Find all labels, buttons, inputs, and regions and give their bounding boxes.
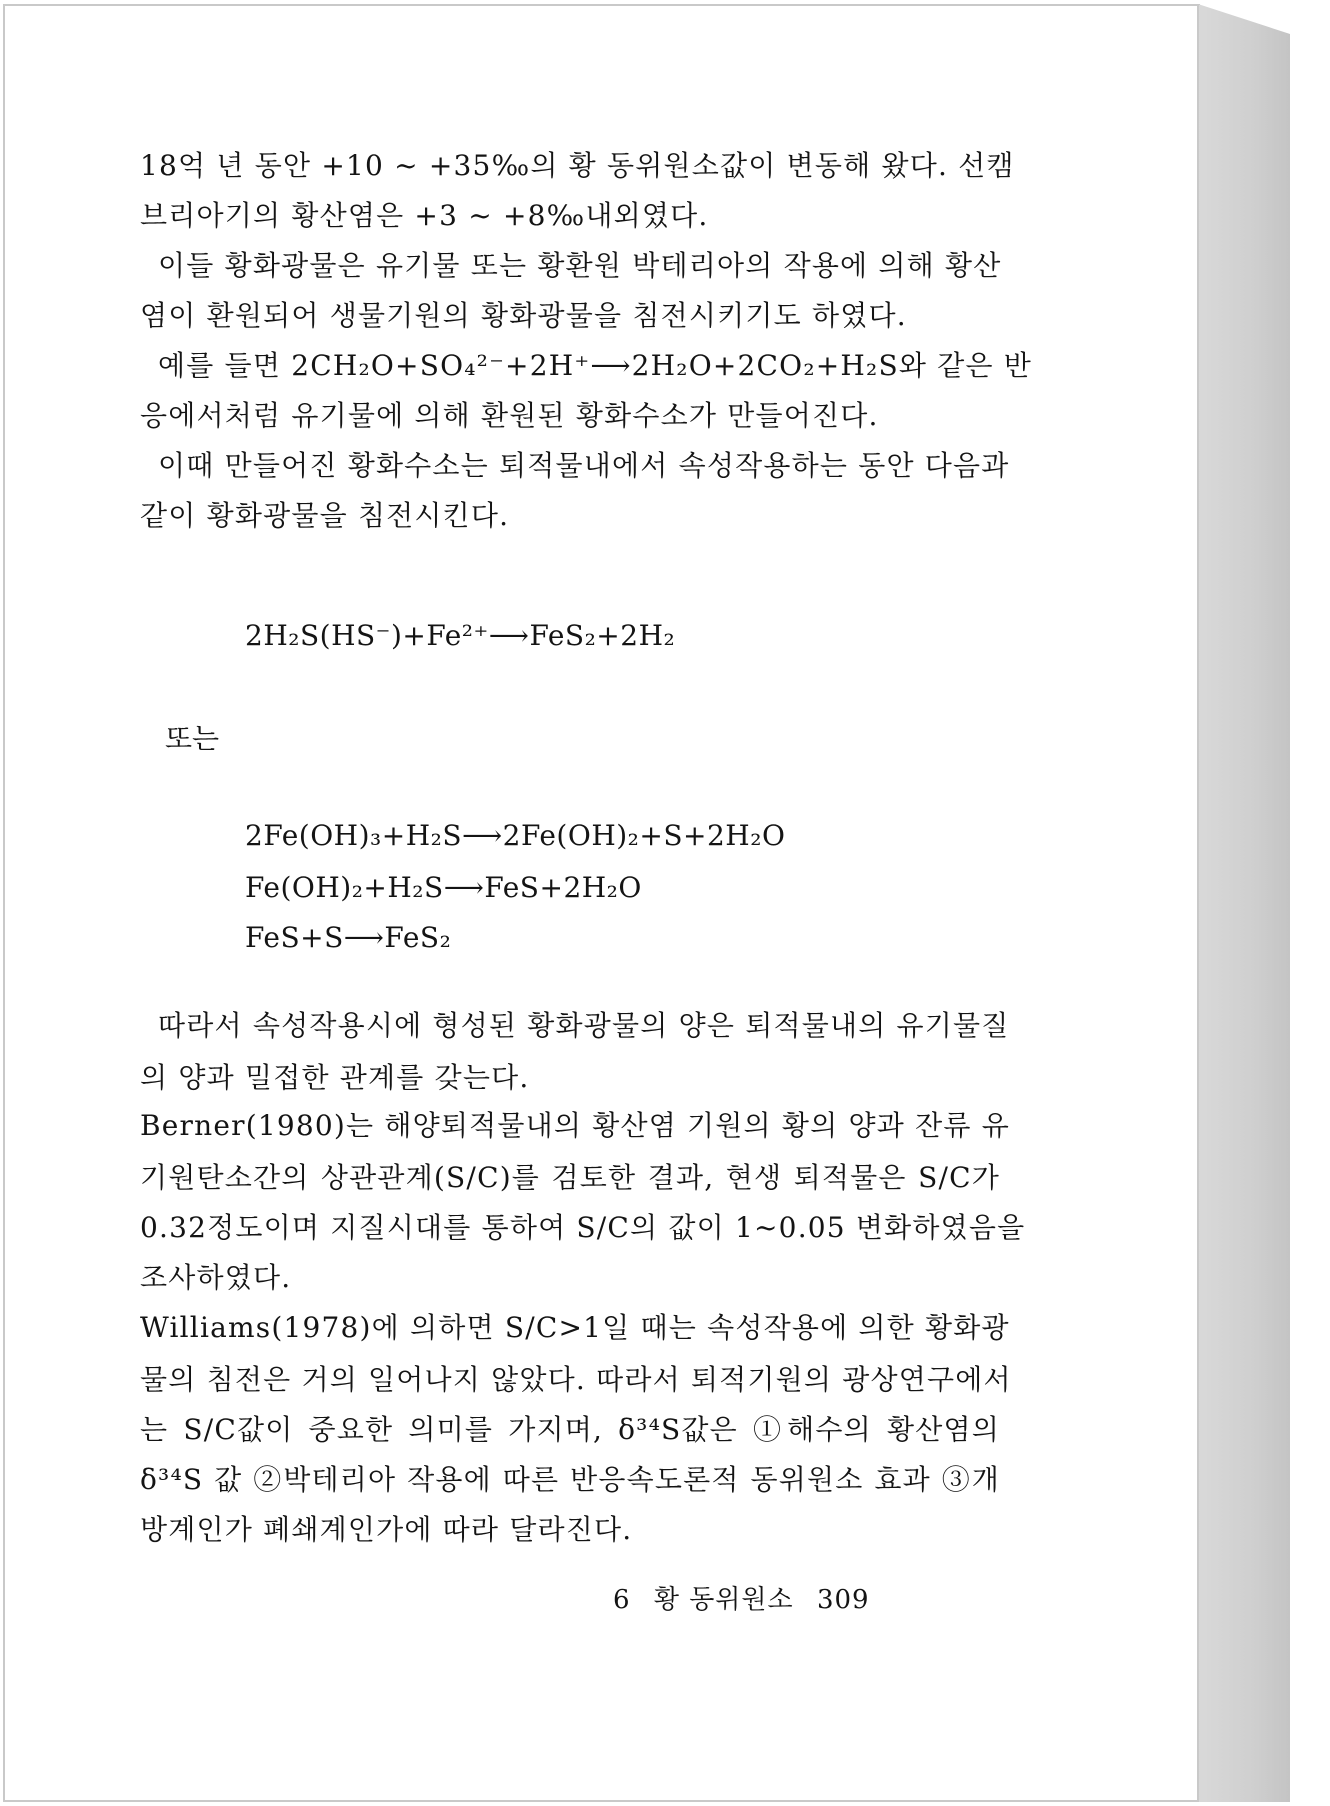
text-line: 예를 들면 2CH₂O+SO₄²⁻+2H⁺⟶2H₂O+2CO₂+H₂S와 같은 반: [158, 349, 1033, 382]
text-line: 따라서 속성작용시에 형성된 황화광물의 양은 퇴적물내의 유기물질: [158, 1009, 1010, 1042]
text-line: 방계인가 폐쇄계인가에 따라 달라진다.: [140, 1513, 633, 1546]
text-line: 염이 환원되어 생물기원의 황화광물을 침전시키기도 하였다.: [140, 299, 907, 332]
equation: Fe(OH)₂+H₂S⟶FeS+2H₂O: [245, 871, 642, 904]
text-line: 이때 만들어진 황화수소는 퇴적물내에서 속성작용하는 동안 다음과: [158, 449, 1010, 482]
text-line: 조사하였다.: [140, 1261, 292, 1294]
text-line: 브리아기의 황산염은 +3 ~ +8‰내외였다.: [140, 199, 709, 232]
equation: FeS+S⟶FeS₂: [245, 921, 452, 954]
text-line: 의 양과 밀접한 관계를 갖는다.: [140, 1061, 530, 1094]
text-line: 기원탄소간의 상관관계(S/C)를 검토한 결과, 현생 퇴적물은 S/C가: [140, 1161, 1000, 1194]
text-line: 18억 년 동안 +10 ~ +35‰의 황 동위원소값이 변동해 왔다. 선캠: [140, 149, 1015, 182]
equation: 2H₂S(HS⁻)+Fe²⁺⟶FeS₂+2H₂: [245, 619, 676, 652]
text-line: 같이 황화광물을 침전시킨다.: [140, 499, 510, 532]
text-line: δ³⁴S 값 ②박테리아 작용에 따른 반응속도론적 동위원소 효과 ③개: [140, 1463, 1000, 1496]
chapter-title: 황 동위원소: [653, 1585, 794, 1615]
text-line: Williams(1978)에 의하면 S/C>1일 때는 속성작용에 의한 황화광: [140, 1311, 1010, 1344]
connector-text: 또는: [165, 722, 220, 755]
book-page: [3, 4, 1199, 1802]
chapter-number: 6: [613, 1585, 631, 1615]
text-line: 물의 침전은 거의 일어나지 않았다. 따라서 퇴적기원의 광상연구에서: [140, 1363, 1012, 1396]
text-line: 응에서처럼 유기물에 의해 환원된 황화수소가 만들어진다.: [140, 399, 879, 432]
page-footer: [613, 1580, 870, 1620]
page-number: 309: [816, 1585, 870, 1615]
book-spine: [1198, 4, 1290, 1802]
text-line: 0.32정도이며 지질시대를 통하여 S/C의 값이 1~0.05 변화하였음을: [140, 1211, 1026, 1244]
text-line: Berner(1980)는 해양퇴적물내의 황산염 기원의 황의 양과 잔류 유: [140, 1109, 1010, 1142]
text-line: 는 S/C값이 중요한 의미를 가지며, δ³⁴S값은 ①해수의 황산염의: [140, 1413, 1000, 1446]
equation: 2Fe(OH)₃+H₂S⟶2Fe(OH)₂+S+2H₂O: [245, 819, 786, 852]
text-line: 이들 황화광물은 유기물 또는 황환원 박테리아의 작용에 의해 황산: [158, 249, 1002, 282]
